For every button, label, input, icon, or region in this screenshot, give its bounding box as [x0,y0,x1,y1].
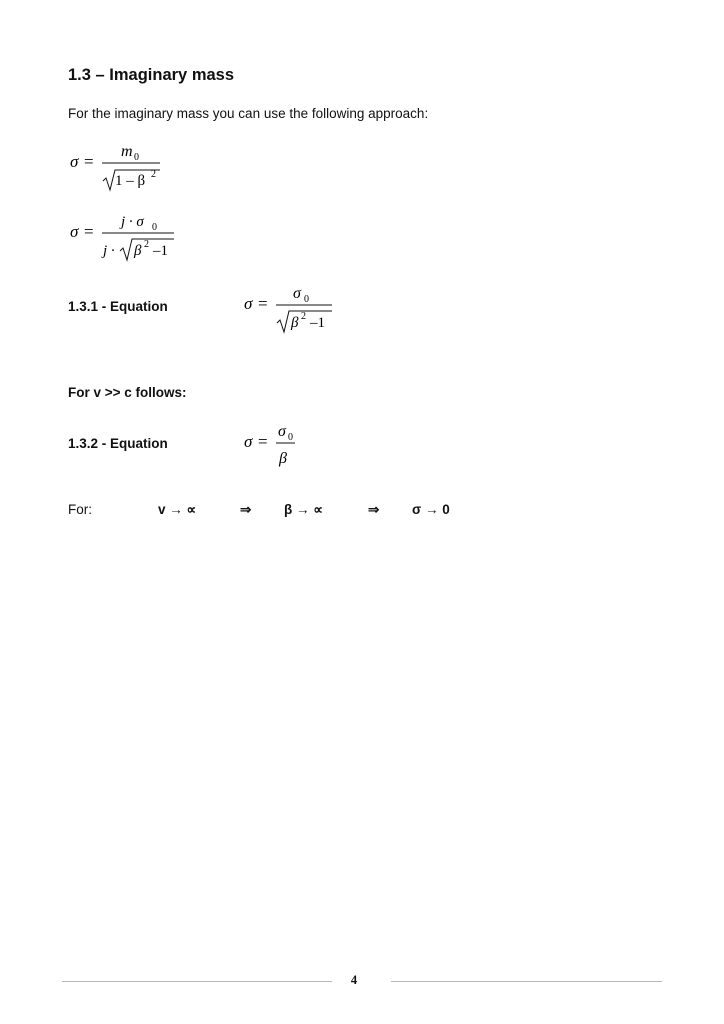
eq2-numerator: j · σ [121,214,144,230]
eq4-equals: = [258,432,268,451]
section-title: 1.3 – Imaginary mass [68,66,235,84]
eq4-lhs: σ [244,432,253,451]
eq2-lhs: σ [70,222,79,241]
implies-arrow-2: ⇒ [368,502,380,517]
eq4-denominator: β [279,450,287,467]
footer-rule-right [391,981,662,982]
limit-sigma-to-zero: σ → 0 [412,502,450,517]
eq1-numerator-sub: 0 [134,152,139,163]
implies-arrow-1: ⇒ [240,502,252,517]
limits-label: For: [68,502,93,517]
equation-1 [68,140,178,196]
limit-beta-to-infinity: β → ∝ [284,502,323,517]
eq3-denominator-tail: –1 [310,315,325,331]
eq2-denominator-sup: 2 [144,239,149,250]
eq1-denominator: 1 – β [115,173,146,189]
intro-paragraph: For the imaginary mass you can use the following approach: [68,106,429,121]
eq3-numerator-sub: 0 [304,294,309,305]
page-number: 4 [350,973,358,987]
footer-rule-left [62,981,332,982]
eq2-denominator-radicand: β [134,243,142,259]
equation-1-3-1-label: 1.3.1 - Equation [68,299,168,314]
eq2-denominator-tail: –1 [153,243,168,259]
eq2-equals: = [84,222,94,241]
condition-text: For v >> c follows: [68,385,187,400]
eq4-numerator: σ [278,423,286,440]
eq1-equals: = [84,152,94,171]
eq3-equals: = [258,294,268,313]
eq1-numerator: m [121,143,133,160]
equation-1-3-1 [242,282,342,338]
eq3-lhs: σ [244,294,253,313]
eq3-numerator: σ [293,285,301,302]
eq3-denominator-sup: 2 [301,311,306,322]
eq4-numerator-sub: 0 [288,432,293,443]
eq2-numerator-sub: 0 [152,222,157,233]
eq1-lhs: σ [70,152,79,171]
equation-2 [68,210,188,266]
equation-1-3-2 [242,420,312,470]
eq3-denominator-radicand: β [291,315,299,331]
equation-1-3-2-label: 1.3.2 - Equation [68,436,168,451]
limit-v-to-infinity: v → ∝ [158,502,197,517]
eq1-denominator-sup: 2 [151,169,156,180]
eq2-denominator-prefix: j · [103,243,115,259]
